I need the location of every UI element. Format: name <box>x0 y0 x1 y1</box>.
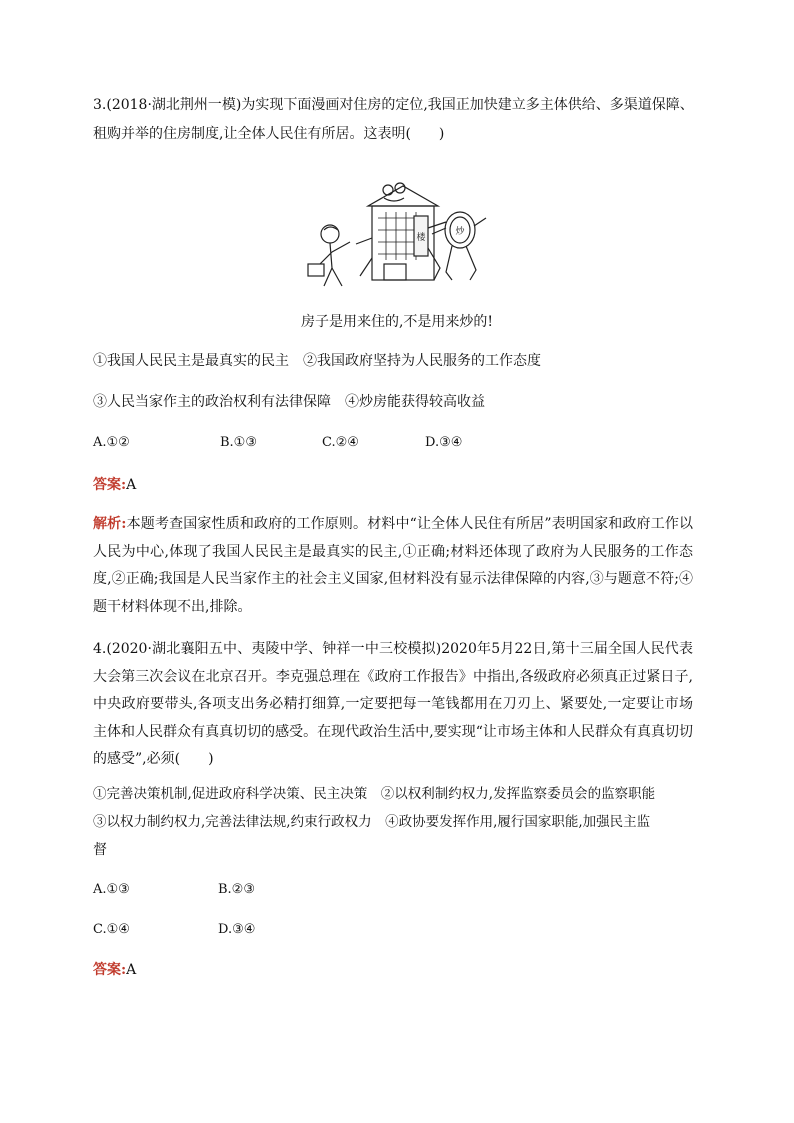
q4-option-d[interactable]: D.③④ <box>218 922 256 937</box>
q3-analysis-label: 解析: <box>93 516 127 532</box>
q3-statements-line1: ①我国人民民主是最真实的民主 ②我国政府坚持为人民服务的工作态度 <box>93 353 541 369</box>
q3-option-d[interactable]: D.③④ <box>425 435 463 450</box>
q3-option-a[interactable]: A.①② <box>93 435 130 450</box>
q4-option-b[interactable]: B.②③ <box>218 882 255 897</box>
q4-statements-line3: 督 <box>93 842 107 858</box>
q4-answer <box>93 956 136 985</box>
q3-answer-value: A <box>126 477 137 493</box>
q3-answer <box>93 471 136 500</box>
q4-answer-label: 答案: <box>93 962 127 978</box>
q3-option-c[interactable]: C.②④ <box>322 435 359 450</box>
q4-option-c[interactable]: C.①④ <box>93 922 130 937</box>
q3-answer-label: 答案: <box>93 477 127 493</box>
q3-analysis <box>93 511 693 621</box>
housing-cartoon-illustration <box>300 168 500 290</box>
q4-stem: 4.(2020·湖北襄阳五中、夷陵中学、钟祥一中三校模拟)2020年5月22日,第十三届全国人民代表大会第三次会议在北京召开。李克强总理在《政府工作报告》中指出,各级政府必须真正过紧日子,中央政府要带头,各项支出务必精打细算,一定要把每一笔钱都用在刀刃上、紧要处,一定要让市场主体和人民群众有真真切切的感受。在现代政治生活中,要实现“让市场主体和人民群众有真真切切的感受”,必须( ) <box>93 641 693 767</box>
q4-option-a[interactable]: A.①③ <box>93 882 130 897</box>
q4-statements-line1: ①完善决策机制,促进政府科学决策、民主决策 ②以权利制约权力,发挥监察委员会的监察职能 <box>93 786 656 802</box>
cartoon-coin-text: 炒 <box>455 227 465 237</box>
q3-stem-line2: 租购并举的住房制度,让全体人民住有所居。这表明( ) <box>93 126 445 142</box>
q4-answer-value: A <box>126 962 137 978</box>
q3-statements-line2: ③人民当家作主的政治权利有法律保障 ④炒房能获得较高收益 <box>93 394 485 410</box>
cartoon-sign-text: 楼 <box>416 233 426 243</box>
q3-analysis-text: 本题考查国家性质和政府的工作原则。材料中“让全体人民住有所居”表明国家和政府工作以人民为中心,体现了我国人民民主是最真实的民主,①正确;材料还体现了政府为人民服务的工作态度,②正确;我国是人民当家作主的社会主义国家,但材料没有显示法律保障的内容,③与题意不符;④题干材料体现不出,排除。 <box>93 516 694 615</box>
q3-stem-line1: 3.(2018·湖北荆州一模)为实现下面漫画对住房的定位,我国正加快建立多主体供给、多渠道保障、 <box>93 97 694 113</box>
cartoon-caption: 房子是用来住的,不是用来炒的! <box>300 314 494 330</box>
q4-statements-line2: ③以权力制约权力,完善法律法规,约束行政权力 ④政协要发挥作用,履行国家职能,加强民主监 <box>93 814 651 830</box>
q3-option-b[interactable]: B.①③ <box>220 435 257 450</box>
